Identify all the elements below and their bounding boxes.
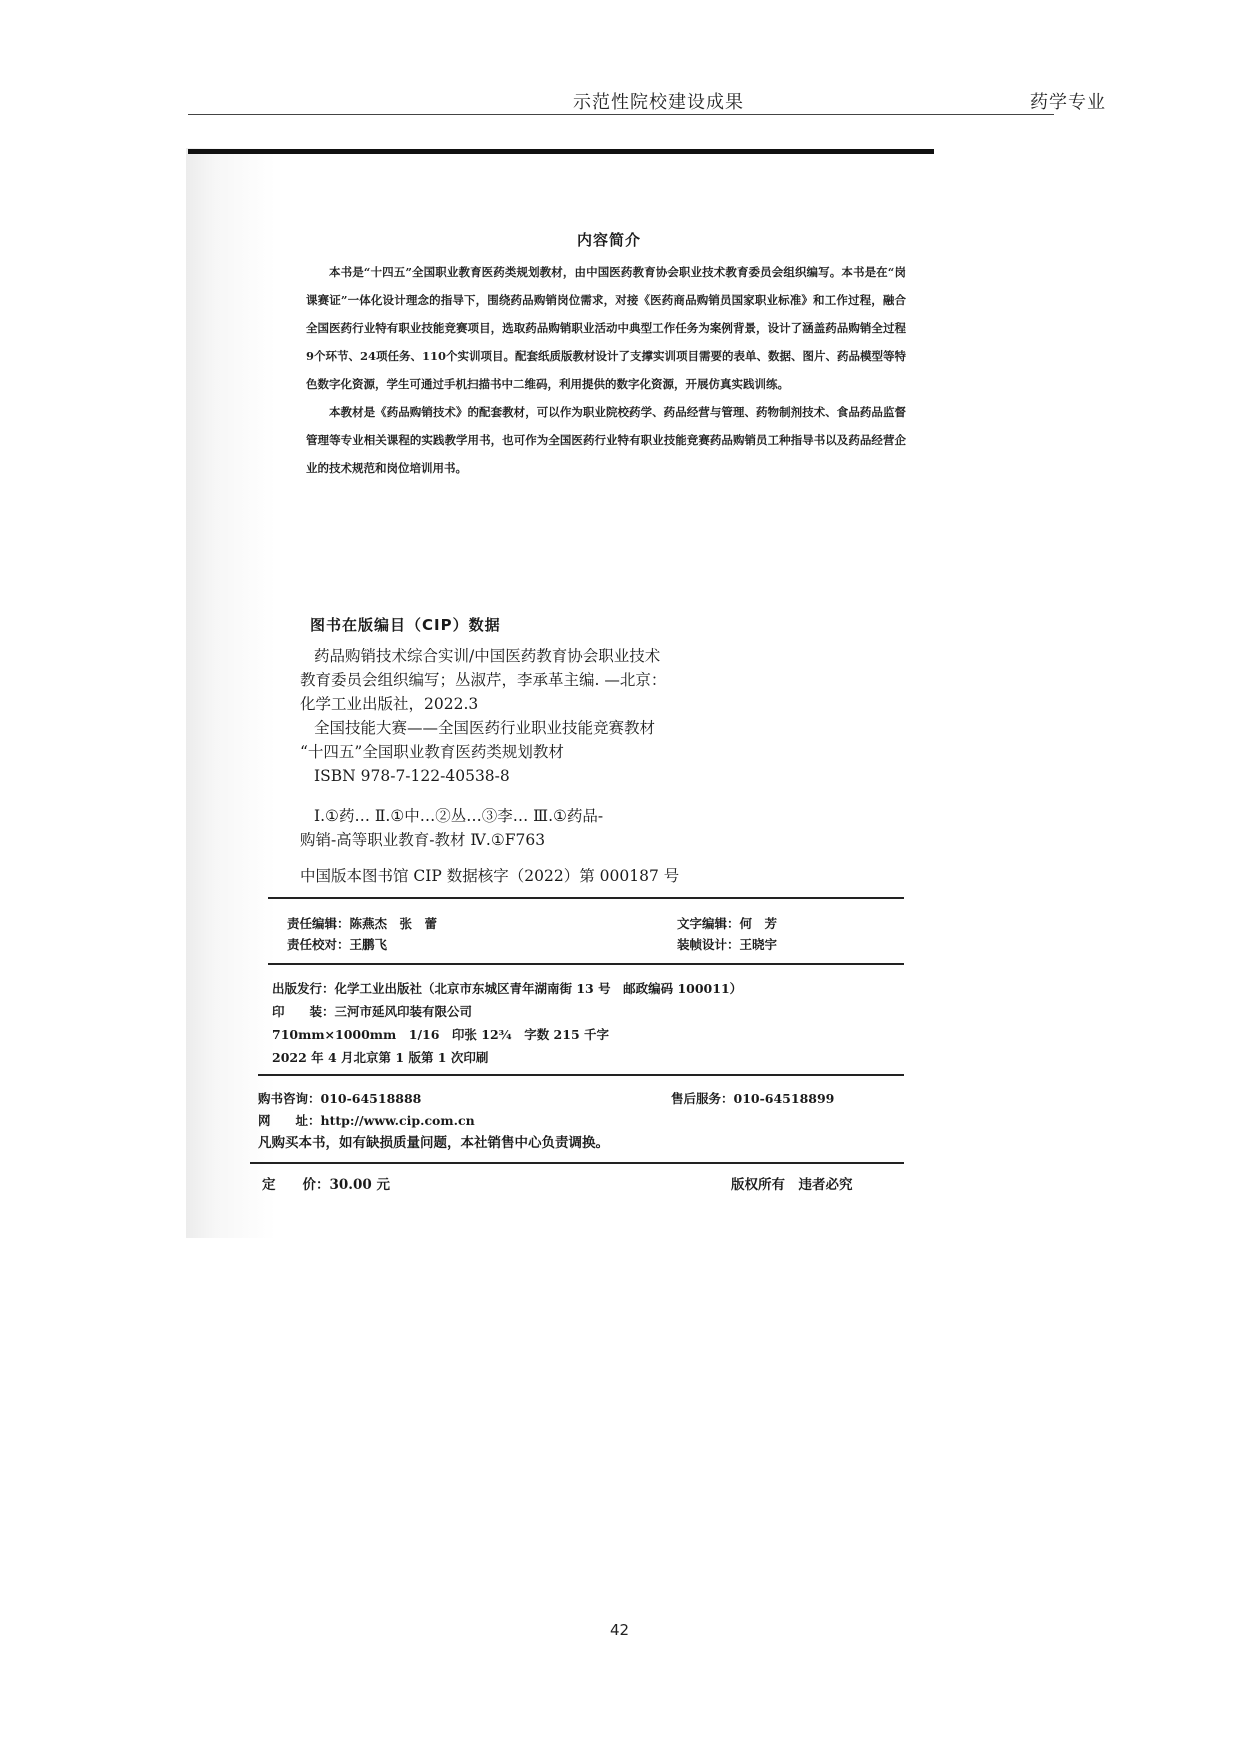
staff-designer — [677, 934, 777, 955]
staff-text-editor-value: 何 芳 — [739, 916, 778, 931]
staff-editor-label: 责任编辑： — [287, 916, 350, 931]
rights-line: 版权所有 违者必究 — [731, 1177, 853, 1193]
summary-paragraph-1: 本书是“十四五”全国职业教育医药类规划教材，由中国医药教育协会职业技术教育委员会组织编写。本书是在“岗课赛证”一体化设计理念的指导下，围绕药品购销岗位需求，对接《医药商品购销员国家职业标准》和工作过程，融合全国医药行业特有职业技能竞赛项目，选取药品购销职业活动中典型工作任务为案例背景，设计了涵盖药品购销全过程9个环节、24项任务、110个实训项目。配套纸质版教材设计了支撑实训项目需要的表单、数据、图片、药品模型等特色数字化资源，学生可通过手机扫描书中二维码，利用提供的数字化资源，开展仿真实践训练。 — [306, 265, 907, 391]
price-line: 定 价：30.00 元 — [262, 1177, 390, 1193]
contact-rule — [250, 1162, 904, 1164]
header-title: 示范性院校建设成果 — [573, 92, 744, 113]
purchase-line: 购书咨询：010-64518888 — [258, 1091, 422, 1106]
staff-designer-value: 王晓宇 — [739, 937, 778, 952]
notice-line: 凡购买本书，如有缺损质量问题，本社销售中心负责调换。 — [258, 1135, 609, 1151]
printer-line: 印 装：三河市延风印装有限公司 — [272, 1004, 473, 1019]
scan-top-bar — [188, 149, 934, 154]
summary-body — [306, 258, 906, 482]
cip-block — [300, 644, 740, 888]
cip-line-6: ISBN 978-7-122-40538-8 — [314, 767, 510, 785]
cip-line-5: “十四五”全国职业教育医药类规划教材 — [300, 743, 564, 761]
publishing-block — [272, 977, 742, 1069]
staff-proofreader — [287, 934, 387, 955]
cip-class-line-1: Ⅰ.①药… Ⅱ.①中…②丛…③李… Ⅲ.①药品- — [314, 807, 604, 825]
staff-designer-label: 装帧设计： — [677, 937, 740, 952]
cip-title: 图书在版编目（CIP）数据 — [310, 616, 501, 634]
website-line: 网 址：http://www.cip.com.cn — [258, 1113, 475, 1128]
cip-line-3: 化学工业出版社，2022.3 — [300, 695, 479, 713]
publishing-rule — [258, 1074, 904, 1076]
cip-class-line-2: 购销-高等职业教育-教材 Ⅳ.①F763 — [300, 831, 546, 849]
header-subject: 药学专业 — [1030, 92, 1106, 113]
staff-proofreader-value: 王鹏飞 — [349, 937, 388, 952]
cip-line-4: 全国技能大赛——全国医药行业职业技能竞赛教材 — [314, 719, 656, 737]
staff-text-editor-label: 文字编辑： — [677, 916, 740, 931]
summary-title: 内容简介 — [577, 231, 642, 249]
edition-line: 2022 年 4 月北京第 1 版第 1 次印刷 — [272, 1050, 489, 1065]
staff-rule-bottom — [268, 963, 904, 965]
publisher-line: 出版发行：化学工业出版社（北京市东城区青年湖南街 13 号 邮政编码 100011） — [272, 981, 743, 996]
staff-text-editor — [677, 913, 777, 934]
cip-line-2: 教育委员会组织编写；丛淑芹，李承革主编. —北京： — [300, 671, 667, 689]
staff-editor — [287, 913, 437, 934]
service-line: 售后服务：010-64518899 — [671, 1091, 835, 1106]
staff-editor-value: 陈燕杰 张 蕾 — [349, 916, 438, 931]
staff-proofreader-label: 责任校对： — [287, 937, 350, 952]
header-divider — [188, 114, 1054, 115]
staff-rule-top — [268, 897, 904, 899]
page-number: 42 — [610, 1621, 630, 1639]
format-line: 710mm×1000mm 1/16 印张 12¾ 字数 215 千字 — [272, 1027, 609, 1042]
cip-check-number: 中国版本图书馆 CIP 数据核字（2022）第 000187 号 — [300, 867, 680, 885]
summary-paragraph-2: 本教材是《药品购销技术》的配套教材，可以作为职业院校药学、药品经营与管理、药物制剂技术、食品药品监督管理等专业相关课程的实践教学用书，也可作为全国医药行业特有职业技能竞赛药品购销员工种指导书以及药品经营企业的技术规范和岗位培训用书。 — [306, 405, 906, 475]
cip-line-1: 药品购销技术综合实训/中国医药教育协会职业技术 — [314, 647, 661, 665]
